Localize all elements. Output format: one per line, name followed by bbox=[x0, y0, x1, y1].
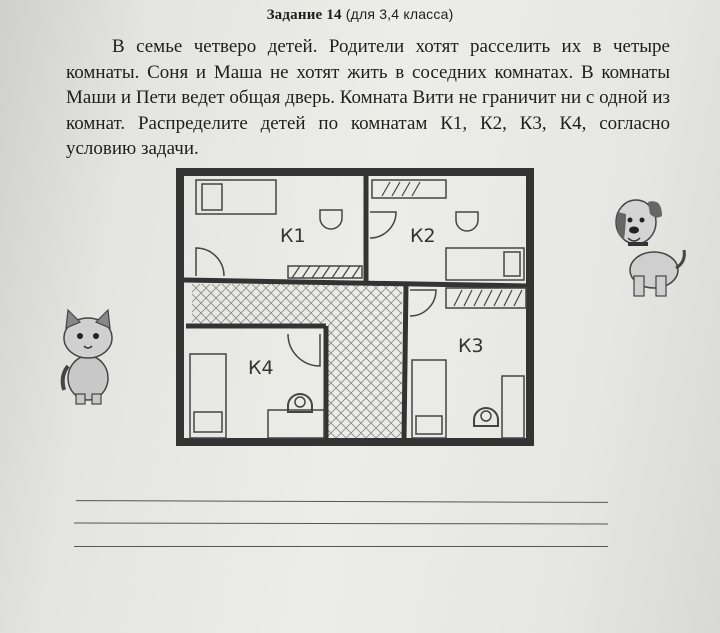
cat-illustration bbox=[56, 306, 122, 406]
room-k1-label: К1 bbox=[280, 225, 306, 247]
task-grade: (для 3,4 класса) bbox=[345, 6, 454, 22]
room-k3-label: К3 bbox=[458, 335, 484, 357]
floor-plan bbox=[176, 168, 536, 450]
task-number: Задание 14 bbox=[266, 7, 342, 23]
answer-line-1[interactable] bbox=[76, 500, 608, 503]
room-k4-label: К4 bbox=[248, 357, 274, 379]
answer-line-2[interactable] bbox=[74, 523, 608, 525]
task-title bbox=[0, 6, 720, 24]
answer-line-3[interactable] bbox=[74, 546, 608, 547]
room-k2-label: К2 bbox=[410, 225, 436, 247]
problem-body: В семье четверо детей. Родители хотят расселить их в четыре комнаты. Соня и Маша не хотят жить в соседних комнатах. В комнаты Маши и Пети ведет общая дверь. Комната Вити не граничит ни с одной из комнат. Распределите детей по комнатам К1, К2, К3, К4, согласно условию задачи. bbox=[66, 36, 670, 159]
dog-illustration bbox=[610, 188, 690, 300]
problem-text bbox=[66, 34, 670, 162]
